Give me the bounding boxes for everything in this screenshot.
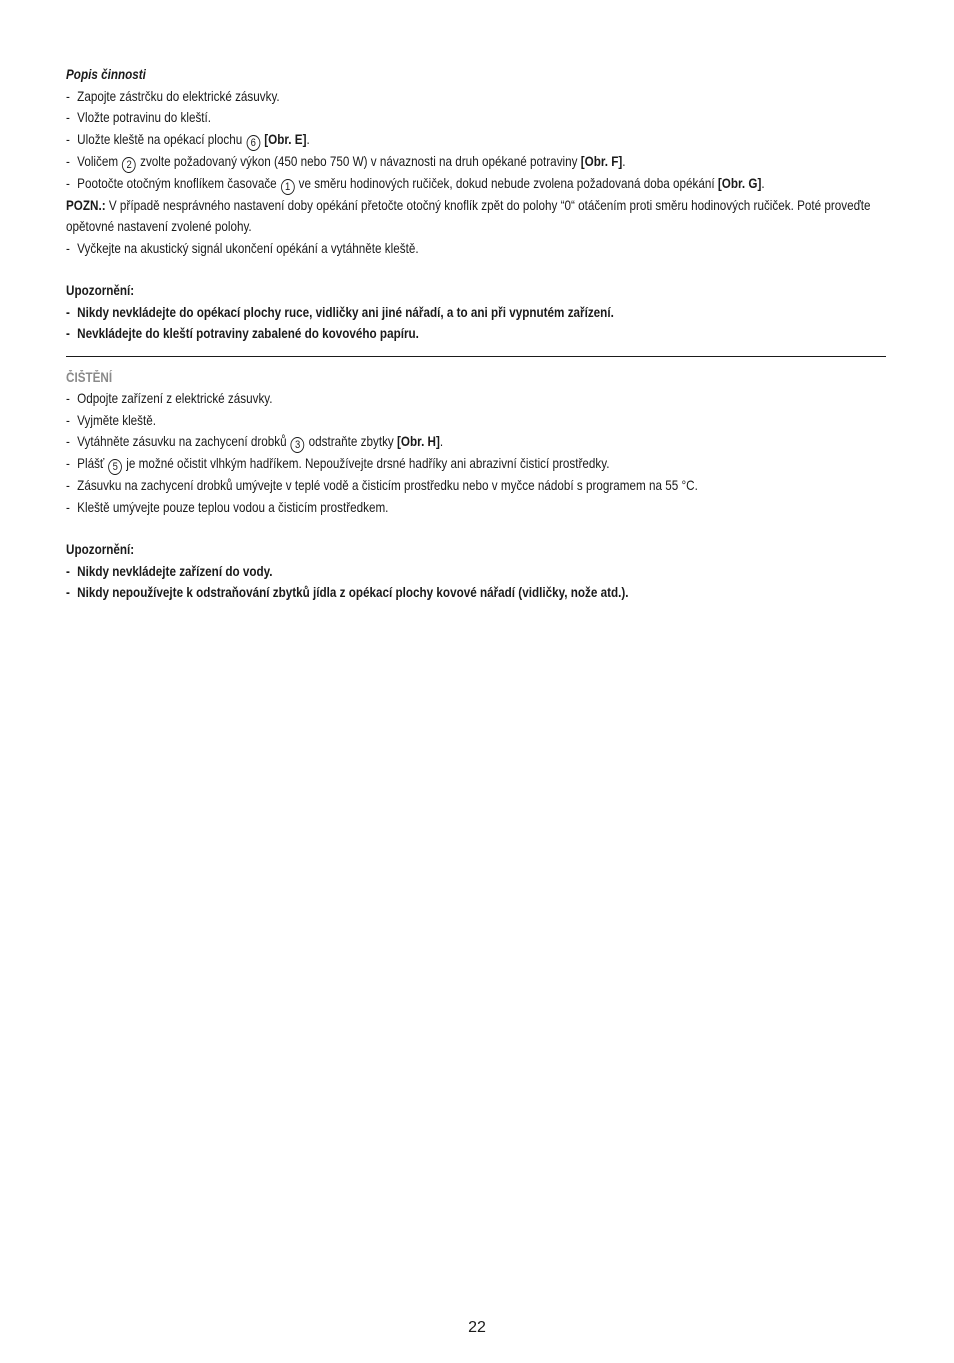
manual-page [66,64,886,604]
warning-heading: Upozornění: [66,542,135,557]
cleaning-step-3: - Vytáhněte zásuvku na zachycení drobků 3 odstraňte zbytky [Obr. H]. [66,434,444,451]
figure-ref: [Obr. H] [397,434,440,449]
cleaning-heading: ČIŠTĚNÍ [66,369,113,385]
section-divider [66,356,886,357]
warning-item: - Nikdy nevkládejte zařízení do vody. [66,563,273,579]
warning-item: - Nikdy nepoužívejte k odstraňování zbytků jídla z opékací plochy kovové nářadí (vidličky, nože atd.). [66,585,629,600]
usage-step-2: - Vložte potravinu do kleští. [66,110,212,125]
callout-number: 1 [281,179,295,195]
cleaning-step-5: - Zásuvku na zachycení drobků umývejte v teplé vodě a čisticím prostředku nebo v myčce nádobí s programem na 55 °C. [66,478,698,493]
warning-item: - Nevkládejte do kleští potraviny zabalené do kovového papíru. [66,326,419,341]
usage-step-4: - Voličem 2 zvolte požadovaný výkon (450 nebo 750 W) v návaznosti na druh opékané potraviny [Obr. F]. [66,153,626,171]
usage-step-3: - Uložte kleště na opékací plochu 6 [Obr. E]. [66,131,310,149]
usage-last-step: - Vyčkejte na akustický signál ukončení opékání a vytáhněte kleště. [66,240,419,256]
page-number: 22 [468,1319,486,1336]
cleaning-step-2: - Vyjměte kleště. [66,412,157,428]
callout-number: 2 [122,157,136,173]
usage-heading: Popis činnosti [66,67,146,82]
cleaning-step-4: - Plášť 5 je možné očistit vlhkým hadříkem. Nepoužívejte drsné hadříky ani abrazivní čisticí prostředky. [66,456,610,473]
usage-step-5: - Pootočte otočným knoflíkem časovače 1 ve směru hodinových ručiček, dokud nebude zvolena požadovaná doba opékání [Obr. G]. [66,175,765,193]
figure-ref: [Obr. F] [580,153,623,169]
cleaning-step-1: - Odpojte zařízení z elektrické zásuvky. [66,391,273,406]
note-label: POZN.: [66,197,106,213]
callout-number: 5 [108,459,122,475]
cleaning-step-6: - Kleště umývejte pouze teplou vodou a čisticím prostředkem. [66,499,389,515]
warning-item: - Nikdy nevkládejte do opékací plochy ruce, vidličky ani jiné nářadí, a to ani při vypnutém zařízení. [66,304,614,320]
figure-ref: [Obr. E] [264,131,307,147]
usage-note: POZN.: V případě nesprávného nastavení doby opékání přetočte otočný knoflík zpět do polohy “0“ otáčením proti směru hodinových ručiček. Poté proveďte opětovné nastavení zvolené polohy. [66,197,871,234]
figure-ref: [Obr. G] [717,175,762,191]
callout-number: 3 [291,437,305,453]
usage-step-1: - Zapojte zástrčku do elektrické zásuvky. [66,88,280,104]
callout-number: 6 [246,135,260,151]
warning-heading: Upozornění: [66,283,135,298]
